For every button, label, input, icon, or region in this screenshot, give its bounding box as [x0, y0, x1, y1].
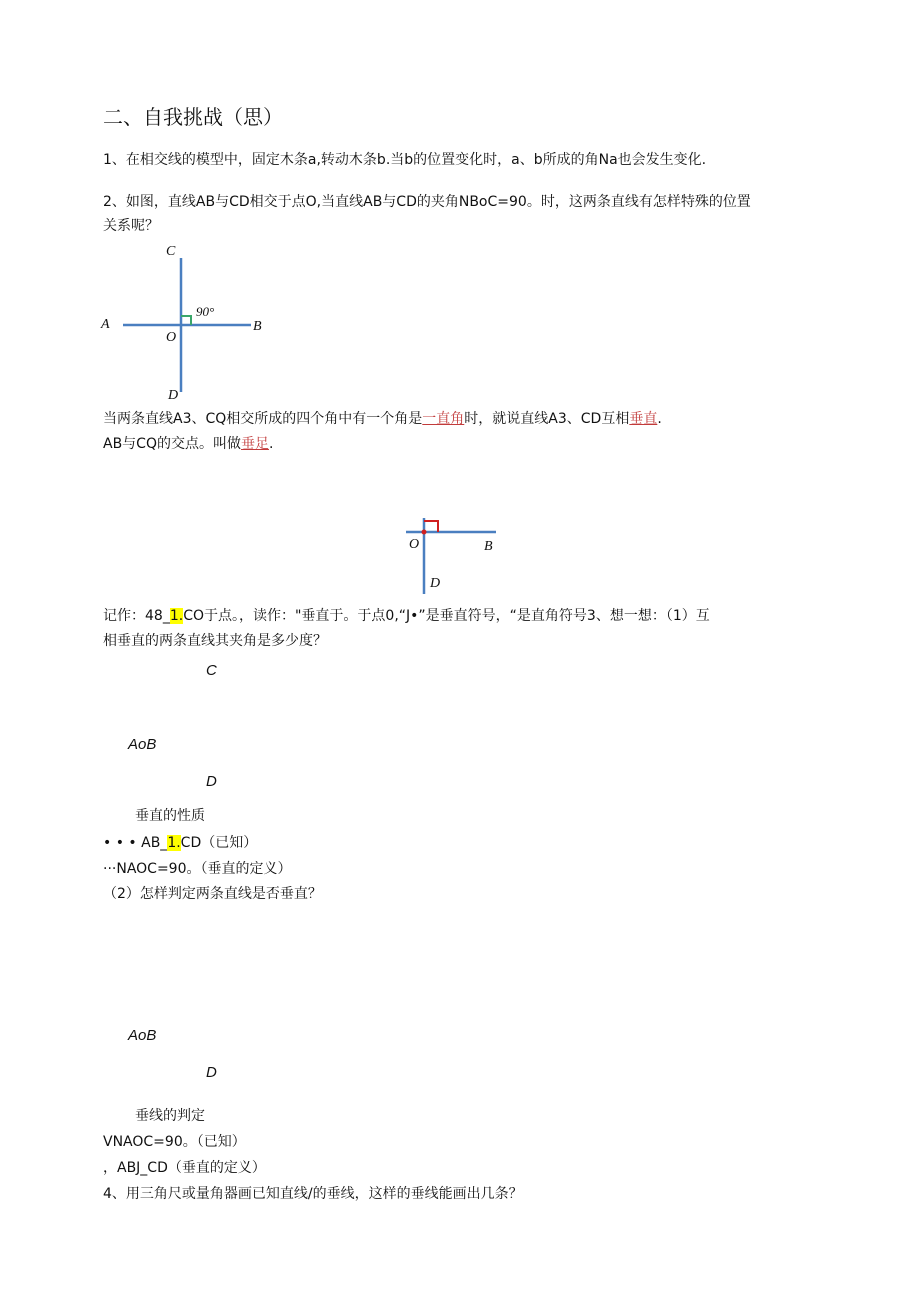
def2-text-2: . — [268, 436, 274, 452]
fig2-right-angle-mark — [424, 521, 438, 532]
term-foot-of-perpendicular: 垂足 — [240, 436, 269, 452]
notation-line-2: 相垂直的两条直线其夹角是多少度？ — [103, 633, 327, 649]
fig2-intersection-dot — [422, 530, 427, 535]
fig2-label-d: D — [430, 576, 441, 591]
fig3-label-d: D — [206, 773, 217, 790]
def-text-1: 当两条直线A3、CQ相交所成的四个角中有一个角是 — [103, 411, 423, 427]
fig1-label-o: O — [166, 330, 177, 345]
property-text-2: CD（已知） — [180, 835, 258, 851]
paragraph-2-line-2: 关系呢？ — [103, 218, 159, 234]
fig1-label-a: A — [101, 317, 110, 332]
right-angle-mark — [181, 316, 191, 325]
paragraph-1: 1、在相交线的模型中，固定木条a,转动木条b.当b的位置变化时，a、b所成的角Na也会发生变化. — [103, 152, 707, 168]
term-perpendicular: 垂直 — [629, 411, 658, 427]
fig3-label-aob: AoB — [128, 736, 157, 753]
notation-highlight: 1. — [169, 608, 184, 624]
judge-title: 垂线的判定 — [135, 1108, 205, 1124]
fig2-label-o: O — [409, 537, 420, 552]
fig1-angle-label: 90° — [196, 304, 215, 319]
property-title: 垂直的性质 — [135, 808, 205, 824]
question-4: 4、用三角尺或量角器画已知直线/的垂线，这样的垂线能画出几条？ — [103, 1186, 523, 1202]
fig1-label-b: B — [253, 319, 262, 334]
fig4-label-aob: AoB — [128, 1027, 157, 1044]
judge-line-2: ，ABJ_CD（垂直的定义） — [103, 1160, 266, 1176]
property-text-1: • • • AB_ — [103, 835, 168, 851]
fig1-label-d: D — [168, 388, 179, 403]
fig2-label-b: B — [484, 539, 493, 554]
notation-line-1 — [103, 606, 710, 626]
term-right-angle: 一直角 — [422, 411, 465, 427]
figure-1 — [95, 240, 275, 410]
fig1-label-c: C — [166, 244, 176, 259]
fig4-label-d: D — [206, 1064, 217, 1081]
figure-2-drawing — [400, 510, 510, 602]
figure-1-drawing — [95, 240, 275, 410]
def2-text-1: AB与CQ的交点。叫做 — [103, 436, 241, 452]
property-line-1 — [103, 833, 257, 853]
fig3-label-c: C — [206, 662, 217, 679]
notation-text-2: CO于点。，读作："垂直于。于点0,“J•”是垂直符号，“是直角符号3、想一想：（1）互 — [183, 608, 710, 624]
def-text-2: 时，就说直线A3、CD互相 — [464, 411, 630, 427]
definition-line-2 — [103, 434, 273, 454]
property-highlight: 1. — [167, 835, 181, 851]
property-line-2: ···NAOC=90。（垂直的定义） — [103, 861, 292, 877]
def-text-3: . — [657, 411, 662, 427]
definition-line-1 — [103, 409, 662, 429]
paragraph-2-line-1: 2、如图，直线AB与CD相交于点O,当直线AB与CD的夹角NBoC=90。时，这两条直线有怎样特殊的位置 — [103, 194, 751, 210]
notation-text-1: 记作：48_ — [103, 608, 170, 624]
question-2: （2）怎样判定两条直线是否垂直？ — [103, 886, 322, 902]
figure-2 — [400, 510, 510, 602]
section-heading: 二、自我挑战（思） — [103, 105, 283, 129]
judge-line-1: VNAOC=90。（已知） — [103, 1134, 246, 1150]
